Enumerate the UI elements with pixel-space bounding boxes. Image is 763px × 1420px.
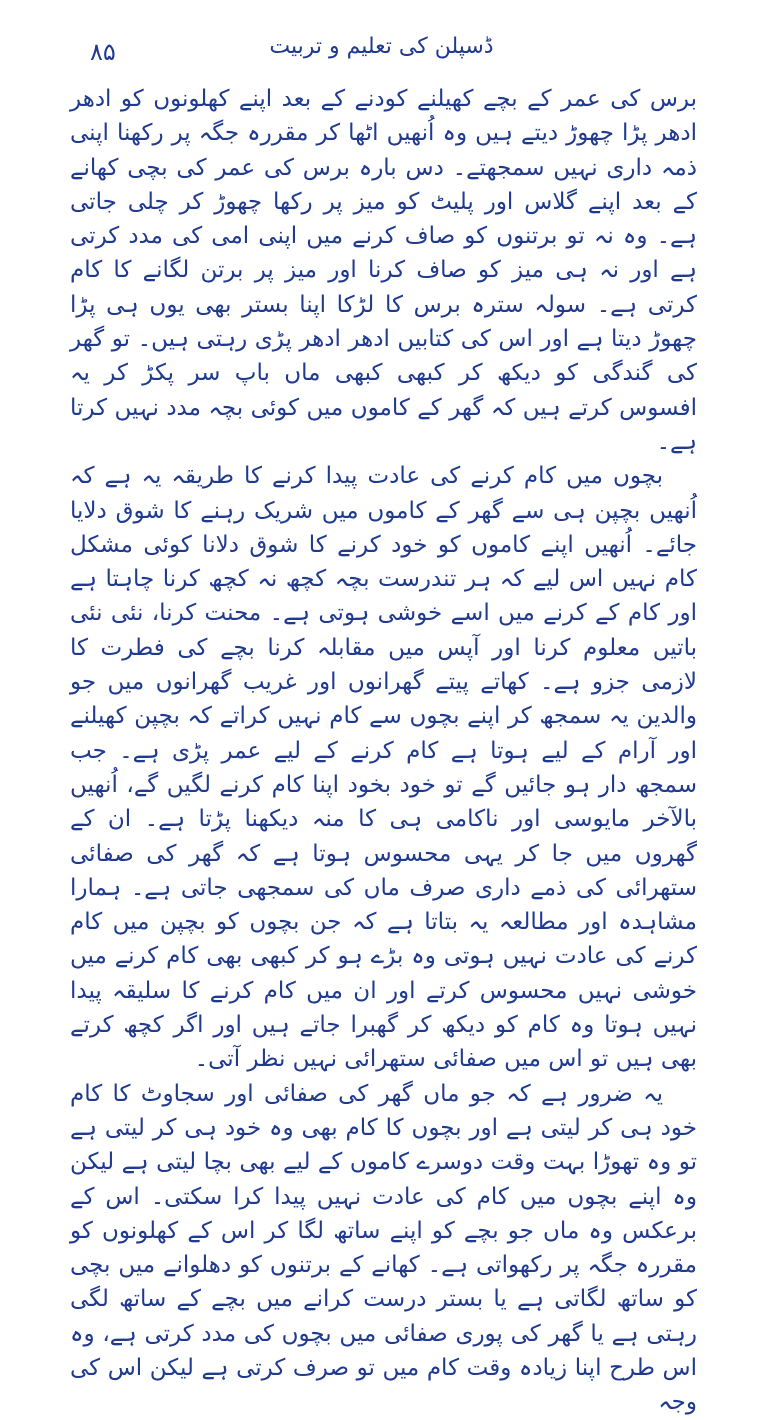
page-number: ۸۵ [90,38,116,66]
paragraph-2: بچوں میں کام کرنے کی عادت پیدا کرنے کا طریقہ یہ ہے کہ اُنھیں بچپن ہی سے گھر کے کاموں میں شریک رہنے کا شوق دلایا جائے۔ اُنھیں اپنے کاموں کو خود کرنے کا شوق دلانا کوئی مشکل کام نہیں اس لیے کہ ہر تندرست بچہ کچھ نہ کچھ کرنا چاہتا ہے اور کام کے کرنے میں اسے خوشی ہوتی ہے۔ محنت کرنا، نئی نئی باتیں معلوم کرنا اور آپس میں مقابلہ کرنا بچے کی فطرت کا لازمی جزو ہے۔ کھاتے پیتے گھرانوں اور غریب گھرانوں میں جو والدین یہ سمجھ کر اپنے بچوں سے کام نہیں کراتے کہ بچپن کھیلنے اور آرام کے لیے ہوتا ہے کام کرنے کے لیے عمر پڑی ہے۔ جب سمجھ دار ہو جائیں گے تو خود بخود اپنا کام کرنے لگیں گے، اُنھیں بالآخر مایوسی اور ناکامی ہی کا منہ دیکھنا پڑتا ہے۔ ان کے گھروں میں جا کر یہی محسوس ہوتا ہے کہ گھر کی صفائی ستھرائی کی ذمے داری صرف ماں کی سمجھی جاتی ہے۔ ہمارا مشاہدہ اور مطالعہ یہ بتاتا ہے کہ جن بچوں کو بچپن میں کام کرنے کی عادت نہیں ہوتی وہ بڑے ہو کر کبھی بھی کام کرنے میں خوشی نہیں محسوس کرتے اور ان میں کام کرنے کا سلیقہ پیدا نہیں ہوتا وہ کام کو دیکھ کر گھبرا جاتے ہیں اور اگر کچھ کرتے بھی ہیں تو اس میں صفائی ستھرائی نہیں نظر آتی۔ [70,463,697,1073]
paragraph-3: یہ ضرور ہے کہ جو ماں گھر کی صفائی اور سجاوٹ کا کام خود ہی کر لیتی ہے اور بچوں کا کام بھی وہ خود ہی کر لیتی ہے تو وہ تھوڑا بہت وقت دوسرے کاموں کے لیے بھی بچا لیتی ہے لیکن وہ اپنے بچوں میں کام کی عادت نہیں پیدا کرا سکتی۔ اس کے برعکس وہ ماں جو بچے کو اپنے ساتھ لگا کر اس کے کھلونوں کو مقررہ جگہ پر رکھواتی ہے۔ کھانے کے برتنوں کو دھلوانے میں بچی کو ساتھ لگاتی ہے یا بستر درست کرانے میں بچے کے ساتھ لگی رہتی ہے یا گھر کی پوری صفائی میں بچوں کی مدد کرتی ہے، وہ اس طرح اپنا زیادہ وقت کام میں تو صرف کرتی ہے لیکن اس کی وجہ [70,1080,697,1416]
body-text [70,82,697,1420]
running-header-title: ڈسپلن کی تعلیم و تربیت [269,34,494,59]
paragraph-1: برس کی عمر کے بچے کھیلنے کودنے کے بعد اپنے کھلونوں کو ادھر ادھر پڑا چھوڑ دیتے ہیں وہ اُنھیں اٹھا کر مقررہ جگہ پر رکھنا اپنی ذمہ داری نہیں سمجھتے۔ دس بارہ برس کی عمر کی بچی کھانے کے بعد اپنے گلاس اور پلیٹ کو میز پر رکھا چھوڑ کر چلی جاتی ہے۔ وہ نہ تو برتنوں کو صاف کرنے میں اپنی امی کی مدد کرتی ہے اور نہ ہی میز کو صاف کرنا اور میز پر برتن لگانے کا کام کرتی ہے۔ سولہ سترہ برس کا لڑکا اپنا بستر بھی یوں ہی پڑا چھوڑ دیتا ہے اور اس کی کتابیں ادھر ادھر پڑی رہتی ہیں۔ تو گھر کی گندگی کو دیکھ کر کبھی کبھی ماں باپ سر پکڑ کر یہ افسوس کرتے ہیں کہ گھر کے کاموں میں کوئی بچہ مدد نہیں کرتا ہے۔ [70,86,697,455]
